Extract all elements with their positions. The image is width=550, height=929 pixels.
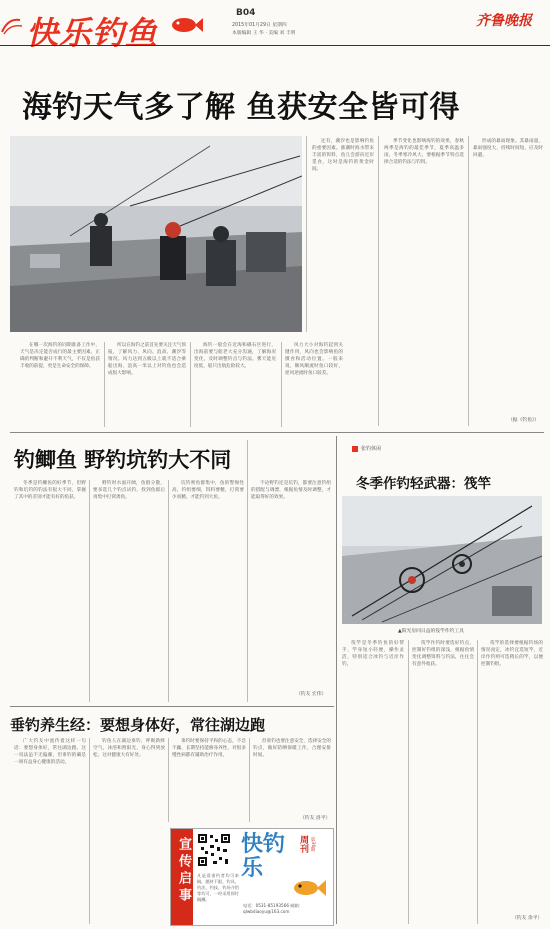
col-rule <box>249 738 250 822</box>
col-rule <box>168 738 169 822</box>
fish-headline: 钓鲫鱼 野钓坑钓大不同 <box>14 448 232 472</box>
editor-credits: 本版编辑 王 华 · 美编 刘 丰明 <box>232 31 296 36</box>
lead-column-3: 海钓一般会在近海和礁石区进行，出海前要与船老大充分沟通，了解海况变化，及时调整钓点与钓法。雾天能见度低，船只出航危险较大。 <box>194 343 276 370</box>
section-divider <box>10 706 334 707</box>
col-rule <box>336 436 337 924</box>
page-number: B04 <box>236 8 256 18</box>
fish-column-3: 坑钓则鱼群集中，鱼的警惕性高，钓组要细，饵料要精，打窝要少而精，才能钓到大鱼。 <box>172 481 244 501</box>
newspaper-logo: 齐鲁晚报 <box>476 13 532 29</box>
fish-byline: （钓友 宏伟） <box>296 692 327 697</box>
lead-headline: 海钓天气多了解 鱼获安全皆可得 <box>22 90 460 125</box>
promo-magazine-title: 快钓乐 <box>241 832 286 881</box>
col-rule <box>89 480 90 702</box>
lead-column-2: 所以在海钓之前首先要关注天气预报，了解风力、风向、浪高、潮汐等情况。风力达到五级以上就不适合乘船出海，浪高一米以上对钓鱼也会造成很大影响。 <box>108 343 186 377</box>
winter-byline: （钓友 余平） <box>512 916 543 921</box>
masthead <box>0 0 550 52</box>
col-rule <box>477 640 478 924</box>
col-rule <box>190 342 191 427</box>
health-column-2: 钓鱼人在湖边垂钓，呼吸新鲜空气，沐浴和煦阳光，身心得到放松，这对健康大有好处。 <box>93 739 165 759</box>
promo-issue-number: 第36期 <box>310 837 315 852</box>
promo-contact: 电话：0531-85193566 邮箱：qlwbdiaoyu@163.com <box>243 903 303 914</box>
winter-column-3: 筏竿的选择要根据钓场的情况而定，冰钓宜选短竿，近岸作钓则可选稍长的竿，以便控制钓组。 <box>481 641 543 668</box>
col-rule <box>89 738 90 924</box>
promo-fish-icon <box>291 877 327 903</box>
col-rule <box>247 440 248 702</box>
lead-column-6: 季节变化也影响海钓的效果，春秋两季是海钓的最佳季节，夏季高温多雨，冬季寒冷风大，要根据季节特点选择合适的钓法与钓饵。 <box>384 139 464 166</box>
promo-description: 凡是爱垂钓者均可来稿，题材不限，钓具、钓法、钓技、钓场介绍等均可，一经采用即付稿酬。 <box>197 873 239 902</box>
lead-column-4: 风力大小对海钓起到关键作用，风向也会影响鱼的摄食和活动位置。一般来说，顺风顺流时鱼口较好，逆风逆流时鱼口较差。 <box>285 343 343 377</box>
health-column-3: 垂钓时要保持平和的心态，不急不躁，长期坚持能修身养性，对很多慢性病都有辅助治疗作用。 <box>172 739 246 759</box>
col-rule <box>281 342 282 427</box>
col-rule <box>104 342 105 427</box>
fish-column-1: 冬季是钓鲫鱼的好季节，但野钓和坑钓的钓法有很大不同，掌握了其中的差别才能有好的鱼获。 <box>14 481 86 501</box>
lead-byline: （据《钓鱼》） <box>508 418 540 423</box>
issue-date: 2015年01月29日 星期四 <box>232 23 287 28</box>
health-headline: 垂钓养生经：要想身体好，常往湖边跑 <box>10 716 266 734</box>
fish-column-2: 野钓时水面开阔，鱼群分散，要多选几个钓点试钓，找到鱼群后再集中打窝诱鱼。 <box>93 481 165 501</box>
winter-photo-caption: ▲阳光房同日益的筏竿作钓工具 <box>398 629 465 634</box>
col-rule <box>408 640 409 924</box>
fish-logo-icon <box>170 14 204 40</box>
winter-kicker: 张钓休闲 <box>352 445 381 452</box>
lead-column-7: 形成的暴雨现象。其暴雨量，暴雨强度大，持续时间短，应及时回避。 <box>473 139 543 159</box>
lead-column-5: 还有，潮汐也是影响钓鱼的重要因素。涨潮时海水带来丰富的饵料，鱼儿会游向近岸觅食，这时是海钓的黄金时间。 <box>312 139 374 173</box>
promo-magazine-subtitle: 周刊 <box>298 835 308 853</box>
health-column-1: 广大钓友中流传着这样一句话：要想身体好，常往湖边跑。这一说法虽不无偏颇，但垂钓的确是一项有益身心健康的活动。 <box>14 739 86 766</box>
col-rule <box>468 136 469 426</box>
masthead-wave-decoration <box>0 14 24 36</box>
promo-label-strip <box>171 829 193 925</box>
col-rule <box>168 480 169 702</box>
winter-column-1: 筏竿是冬季钓鱼的好帮手，竿身短小轻便，操作灵活，特别适合冰钓与近岸作钓。 <box>342 641 404 668</box>
promo-label: 宣传启事 <box>176 837 191 905</box>
col-rule <box>306 136 307 332</box>
winter-headline: 冬季作钓轻武器：筏竿 <box>356 476 491 492</box>
winter-photo-raft-rods <box>342 496 542 624</box>
winter-column-2: 筏竿作钓时要选好钓点，控制好钓组的深浅，根据鱼情变化调整饵料与钓法，往往会有意外收获。 <box>412 641 474 668</box>
section-title: 快乐钓鱼 <box>26 14 159 52</box>
section-divider <box>10 432 544 433</box>
health-byline: （钓友 洛平） <box>300 816 331 821</box>
promo-box <box>170 828 334 926</box>
col-rule <box>378 136 379 426</box>
health-column-4: 但垂钓也要注意安全，选择安全的钓点，做好防晒保暖工作，合理安排时间。 <box>253 739 331 759</box>
fish-column-4: 不论野钓还是坑钓，都要注意钓组的搭配与调漂，根据鱼情及时调整，才能取得好的效果。 <box>251 481 331 501</box>
masthead-rule <box>0 45 550 46</box>
lead-photo-fishing-pier <box>10 136 302 332</box>
kicker-marker-icon <box>352 446 358 452</box>
lead-photo-caption: 在哪一次海钓的同期准备工作中，天气是决定能否成行的最主要因素，正确的判断和避开不利天气，不仅是鱼获丰收的前提，更是生命安全的保障。 <box>20 343 100 370</box>
promo-qr-code <box>197 833 231 867</box>
